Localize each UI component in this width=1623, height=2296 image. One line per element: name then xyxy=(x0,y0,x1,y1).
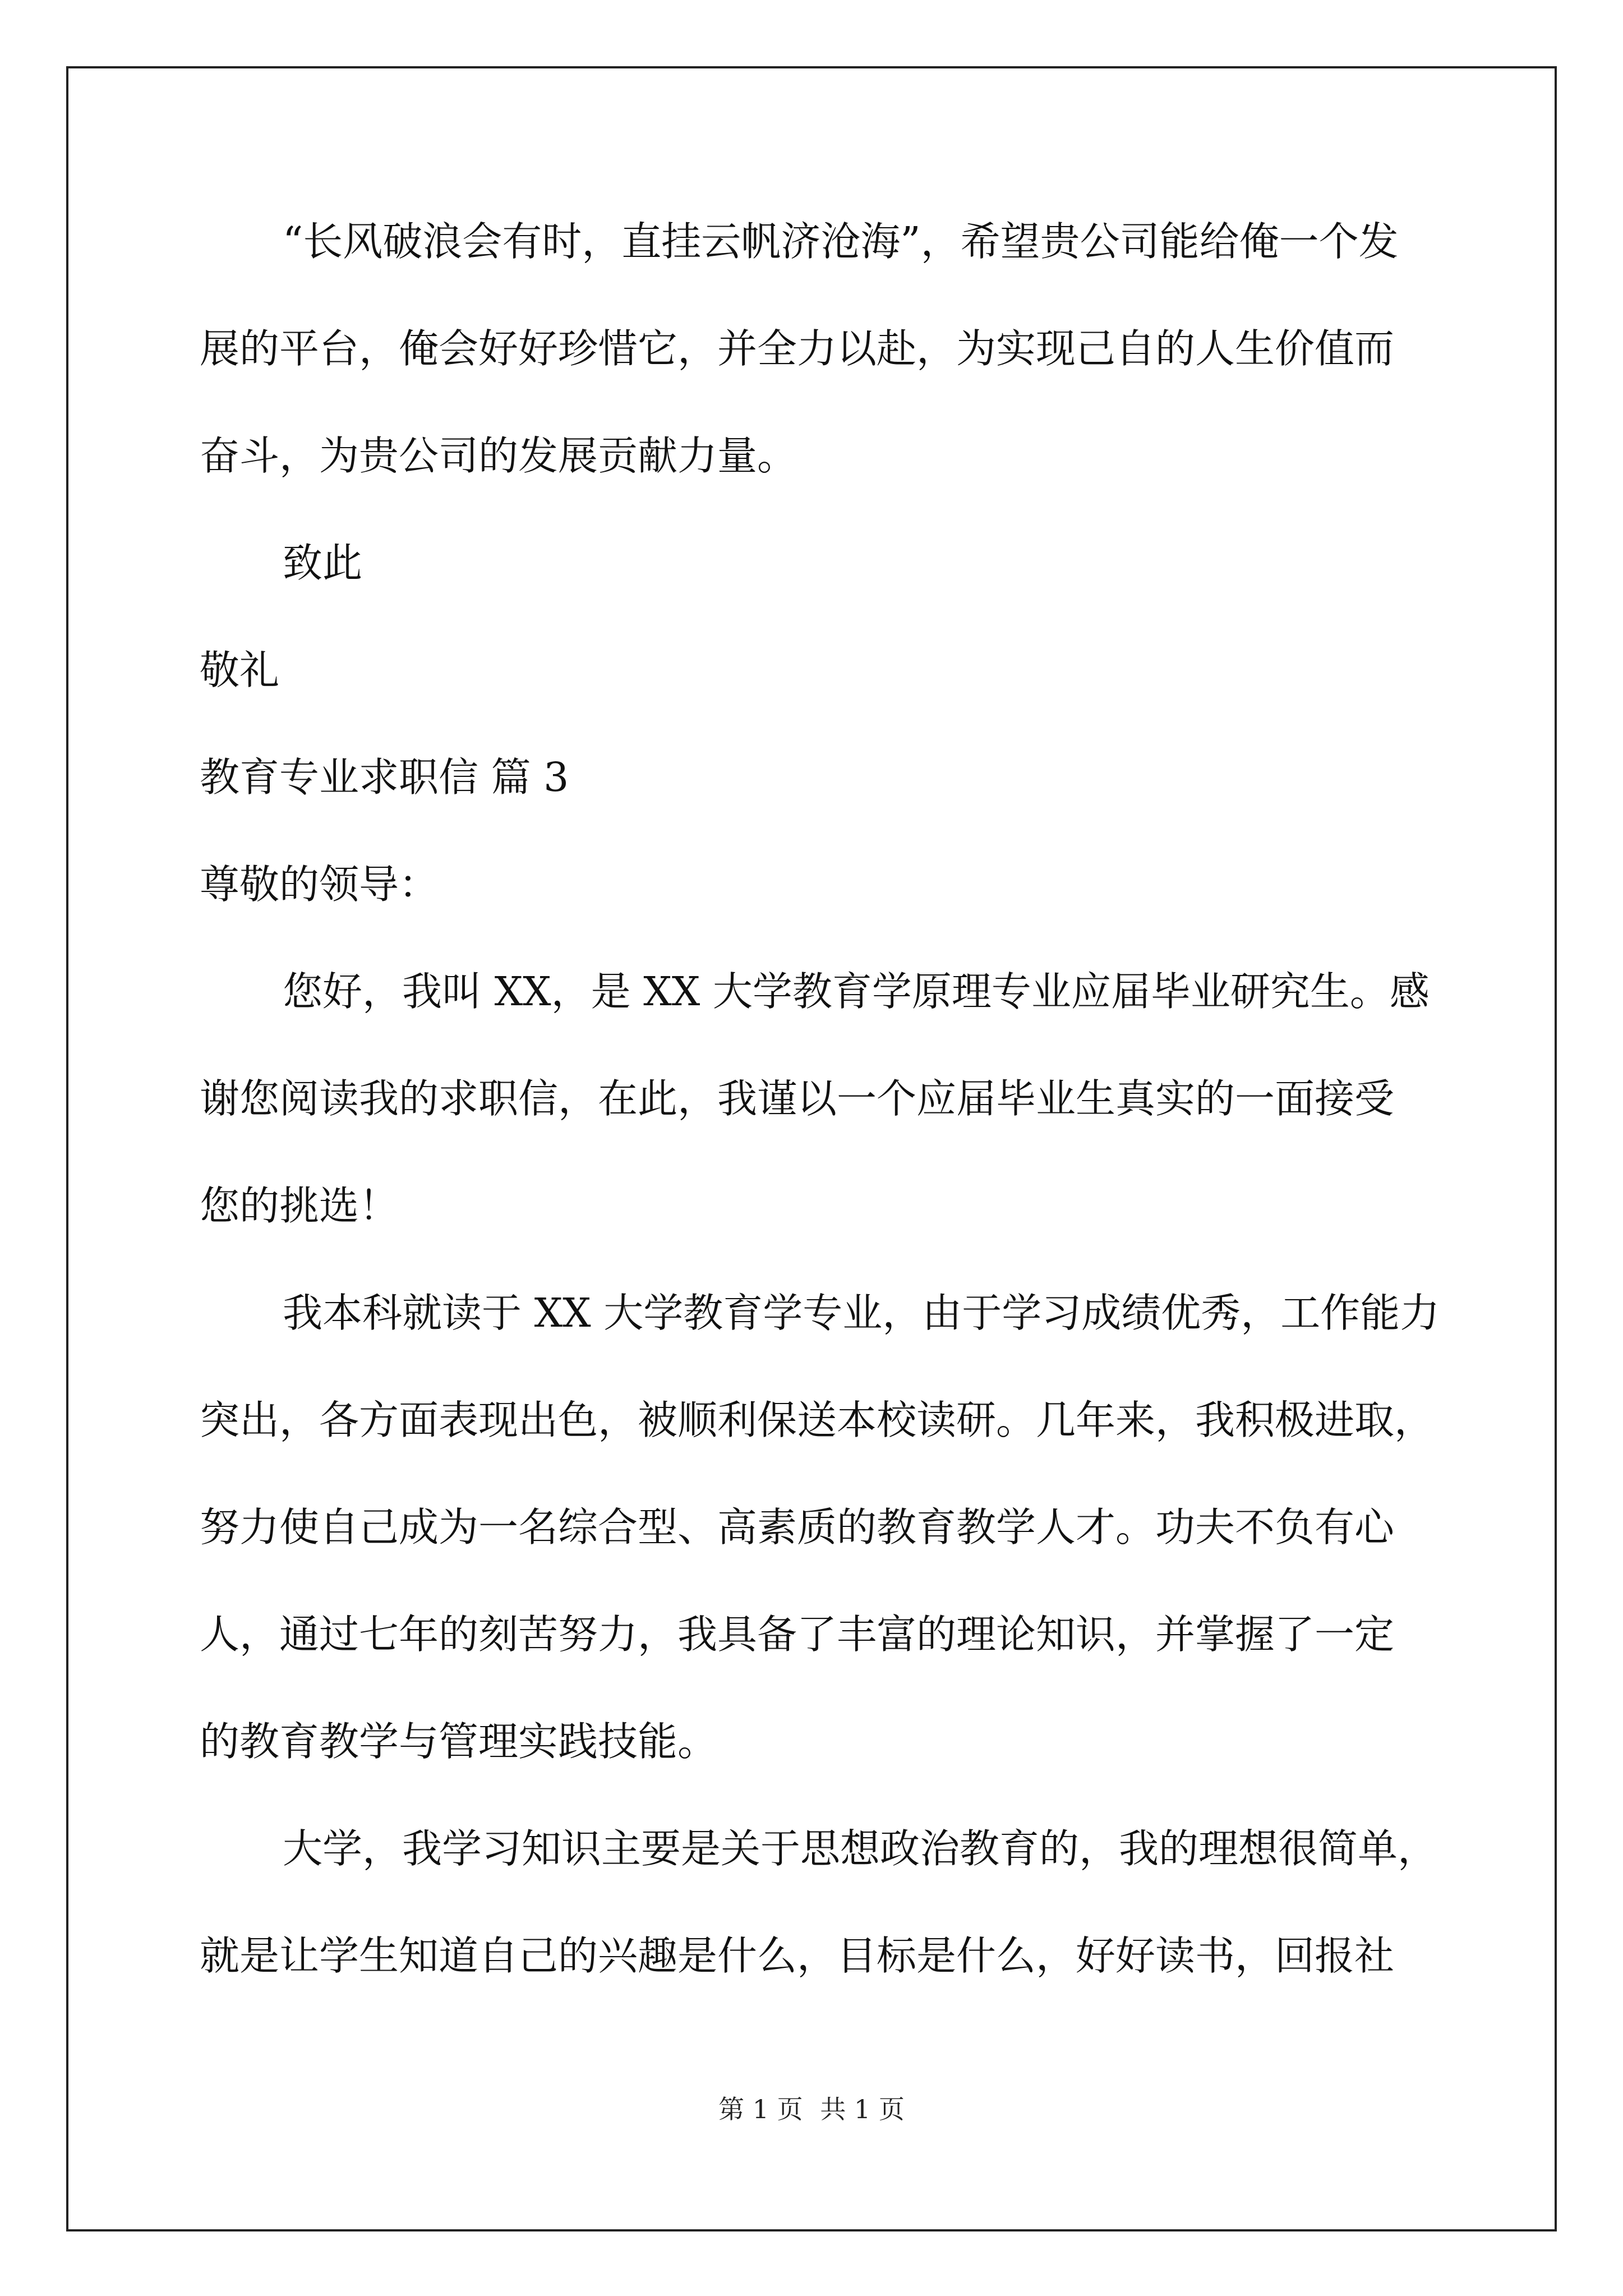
page-footer xyxy=(0,2092,1623,2126)
section-heading: 教育专业求职信 篇 3 xyxy=(200,754,569,800)
salutation-regards: 敬礼 xyxy=(200,647,280,693)
paragraph-line: 人，通过七年的刻苦努力，我具备了丰富的理论知识，并掌握了一定 xyxy=(200,1611,1395,1658)
paragraph-line: 谢您阅读我的求职信，在此，我谨以一个应届毕业生真实的一面接受 xyxy=(200,1075,1395,1122)
paragraph-line: 就是让学生知道自己的兴趣是什么，目标是什么，好好读书，回报社 xyxy=(200,1932,1395,1979)
page-number-total: 共 1 页 xyxy=(820,2094,905,2124)
paragraph-line: 突出，各方面表现出色，被顺利保送本校读研。几年来，我积极进取， xyxy=(200,1397,1435,1443)
page-border xyxy=(66,66,1557,2231)
letter-greeting: 尊敬的领导： xyxy=(200,861,439,908)
paragraph-line: 您的挑选！ xyxy=(200,1182,399,1229)
paragraph-line: “长风破浪会有时，直挂云帆济沧海”，希望贵公司能给俺一个发 xyxy=(283,218,1399,265)
paragraph-line: 大学，我学习知识主要是关于思想政治教育的，我的理想很简单， xyxy=(283,1825,1438,1872)
paragraph-line: 的教育教学与管理实践技能。 xyxy=(200,1718,718,1765)
paragraph-line: 展的平台，俺会好好珍惜它，并全力以赴，为实现己自的人生价值而 xyxy=(200,325,1395,372)
paragraph-line: 您好，我叫 XX，是 XX 大学教育学原理专业应届毕业研究生。感 xyxy=(283,968,1430,1015)
paragraph-line: 努力使自己成为一名综合型、高素质的教育教学人才。功夫不负有心 xyxy=(200,1504,1395,1550)
paragraph-line: 我本科就读于 XX 大学教育学专业，由于学习成绩优秀，工作能力 xyxy=(283,1290,1440,1336)
paragraph-line: 奋斗，为贵公司的发展贡献力量。 xyxy=(200,432,797,479)
page-number-current: 第 1 页 xyxy=(718,2094,803,2124)
closing-phrase: 致此 xyxy=(283,540,363,586)
